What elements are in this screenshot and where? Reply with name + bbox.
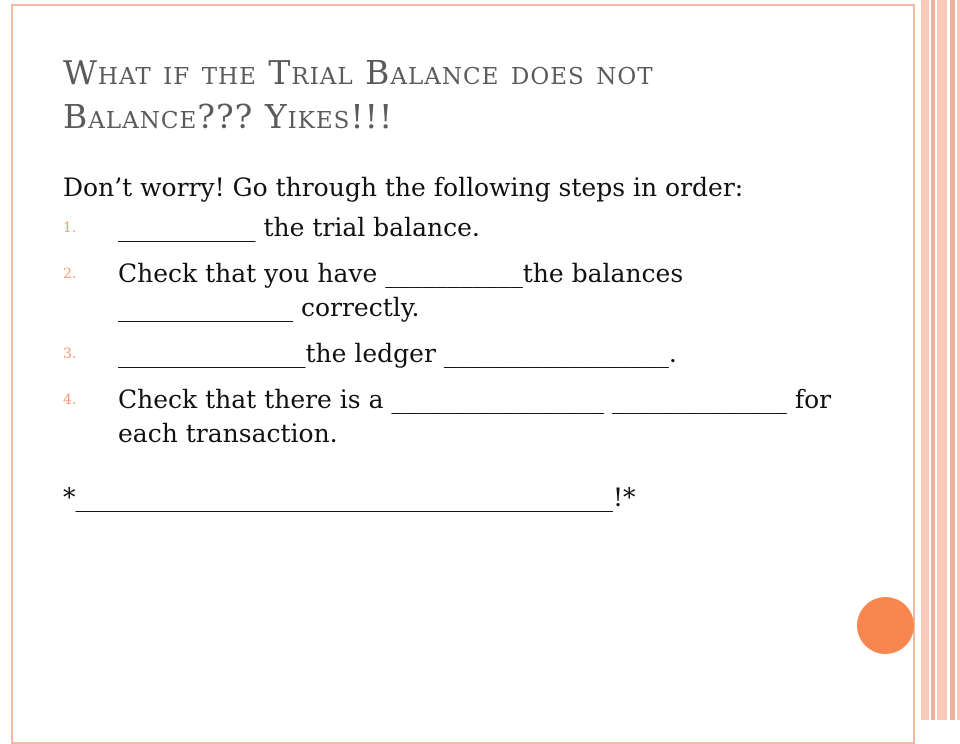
decorative-stripe [921, 0, 929, 720]
list-item [63, 211, 843, 245]
step-number: 2. [63, 266, 77, 282]
step-text: Check that you have ___________the balances ______________ correctly. [118, 259, 684, 322]
list-item [63, 337, 843, 371]
slide-body [63, 171, 843, 515]
final-line: *___________________________________________!* [63, 483, 636, 512]
decorative-stripe [931, 0, 935, 720]
step-text: ___________ the trial balance. [118, 213, 480, 242]
steps-list [63, 211, 843, 451]
decorative-stripe [950, 0, 955, 720]
step-number: 4. [63, 392, 77, 408]
list-item [63, 257, 843, 325]
step-text: Check that there is a _________________ ______________ for each transaction. [118, 385, 832, 448]
list-item [63, 383, 843, 451]
orange-circle-decoration [857, 597, 914, 654]
step-number: 1. [63, 220, 77, 236]
decorative-stripe [937, 0, 947, 720]
slide-title: What if the Trial Balance does not Balance??? Yikes!!! [63, 53, 654, 136]
intro-text: Don’t worry! Go through the following steps in order: [63, 173, 744, 202]
step-number: 3. [63, 346, 77, 362]
step-text: _______________the ledger __________________. [118, 339, 677, 368]
